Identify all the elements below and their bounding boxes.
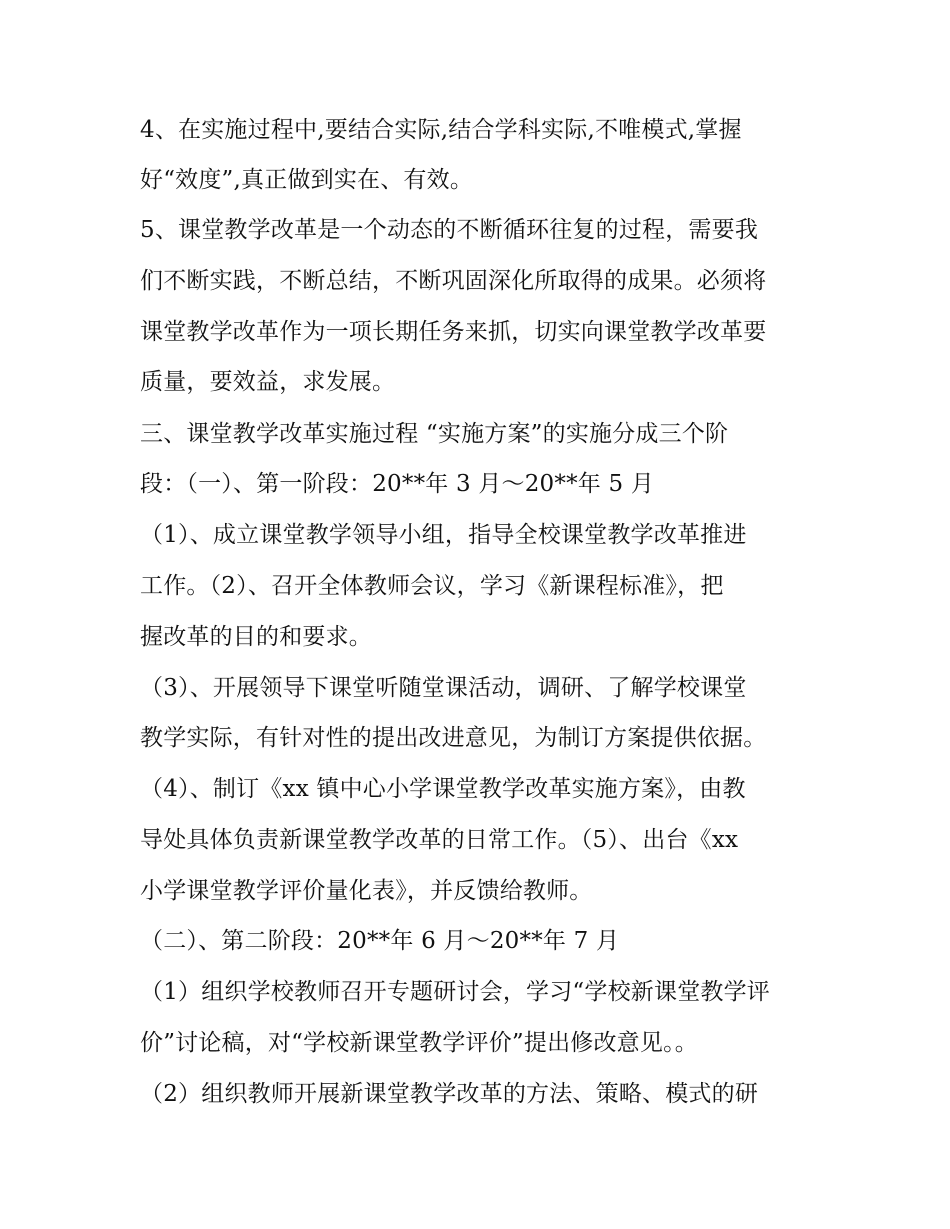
text-line: （3）、开展领导下课堂听随堂课活动，调研、了解学校课堂 — [140, 675, 747, 701]
text-line: 小学课堂教学评价量化表》，并反馈给教师。 — [140, 878, 593, 904]
text-line: （1）组织学校教师召开专题研讨会，学习“学校新课堂教学评 — [140, 979, 770, 1005]
text-line: 导处具体负责新课堂教学改革的日常工作。（5）、出台《xx — [140, 827, 739, 853]
text-line: 4、在实施过程中,要结合实际,结合学科实际,不唯模式,掌握 — [140, 117, 742, 143]
stage-heading: 段：（一）、第一阶段：20**年 3 月～20**年 5 月 — [140, 471, 655, 497]
text-line: 5、课堂教学改革是一个动态的不断循环往复的过程，需要我 — [140, 217, 759, 243]
text-line: 工作。（2）、召开全体教师会议，学习《新课程标准》，把 — [140, 573, 724, 599]
stage-heading: （二）、第二阶段：20**年 6 月～20**年 7 月 — [140, 928, 620, 954]
text-line: 好“效度”,真正做到实在、有效。 — [140, 167, 474, 193]
text-line: 们不断实践，不断总结，不断巩固深化所取得的成果。必须将 — [140, 268, 767, 294]
text-line: （2）组织教师开展新课堂教学改革的方法、策略、模式的研 — [140, 1081, 759, 1107]
text-line: 质量，要效益，求发展。 — [140, 369, 396, 395]
text-line: 握改革的目的和要求。 — [140, 624, 372, 650]
text-line: 课堂教学改革作为一项长期任务来抓，切实向课堂教学改革要 — [140, 319, 767, 345]
text-line: 价”讨论稿，对“学校新课堂教学评价”提出修改意见。。 — [140, 1030, 698, 1056]
text-line: 教学实际，有针对性的提出改进意见，为制订方案提供依据。 — [140, 725, 767, 751]
text-line: （1）、成立课堂教学领导小组，指导全校课堂教学改革推进 — [140, 522, 747, 548]
section-heading: 三、课堂教学改革实施过程 “实施方案”的实施分成三个阶 — [140, 421, 729, 447]
text-line: （4）、制订《xx 镇中心小学课堂教学改革实施方案》，由教 — [140, 776, 746, 802]
